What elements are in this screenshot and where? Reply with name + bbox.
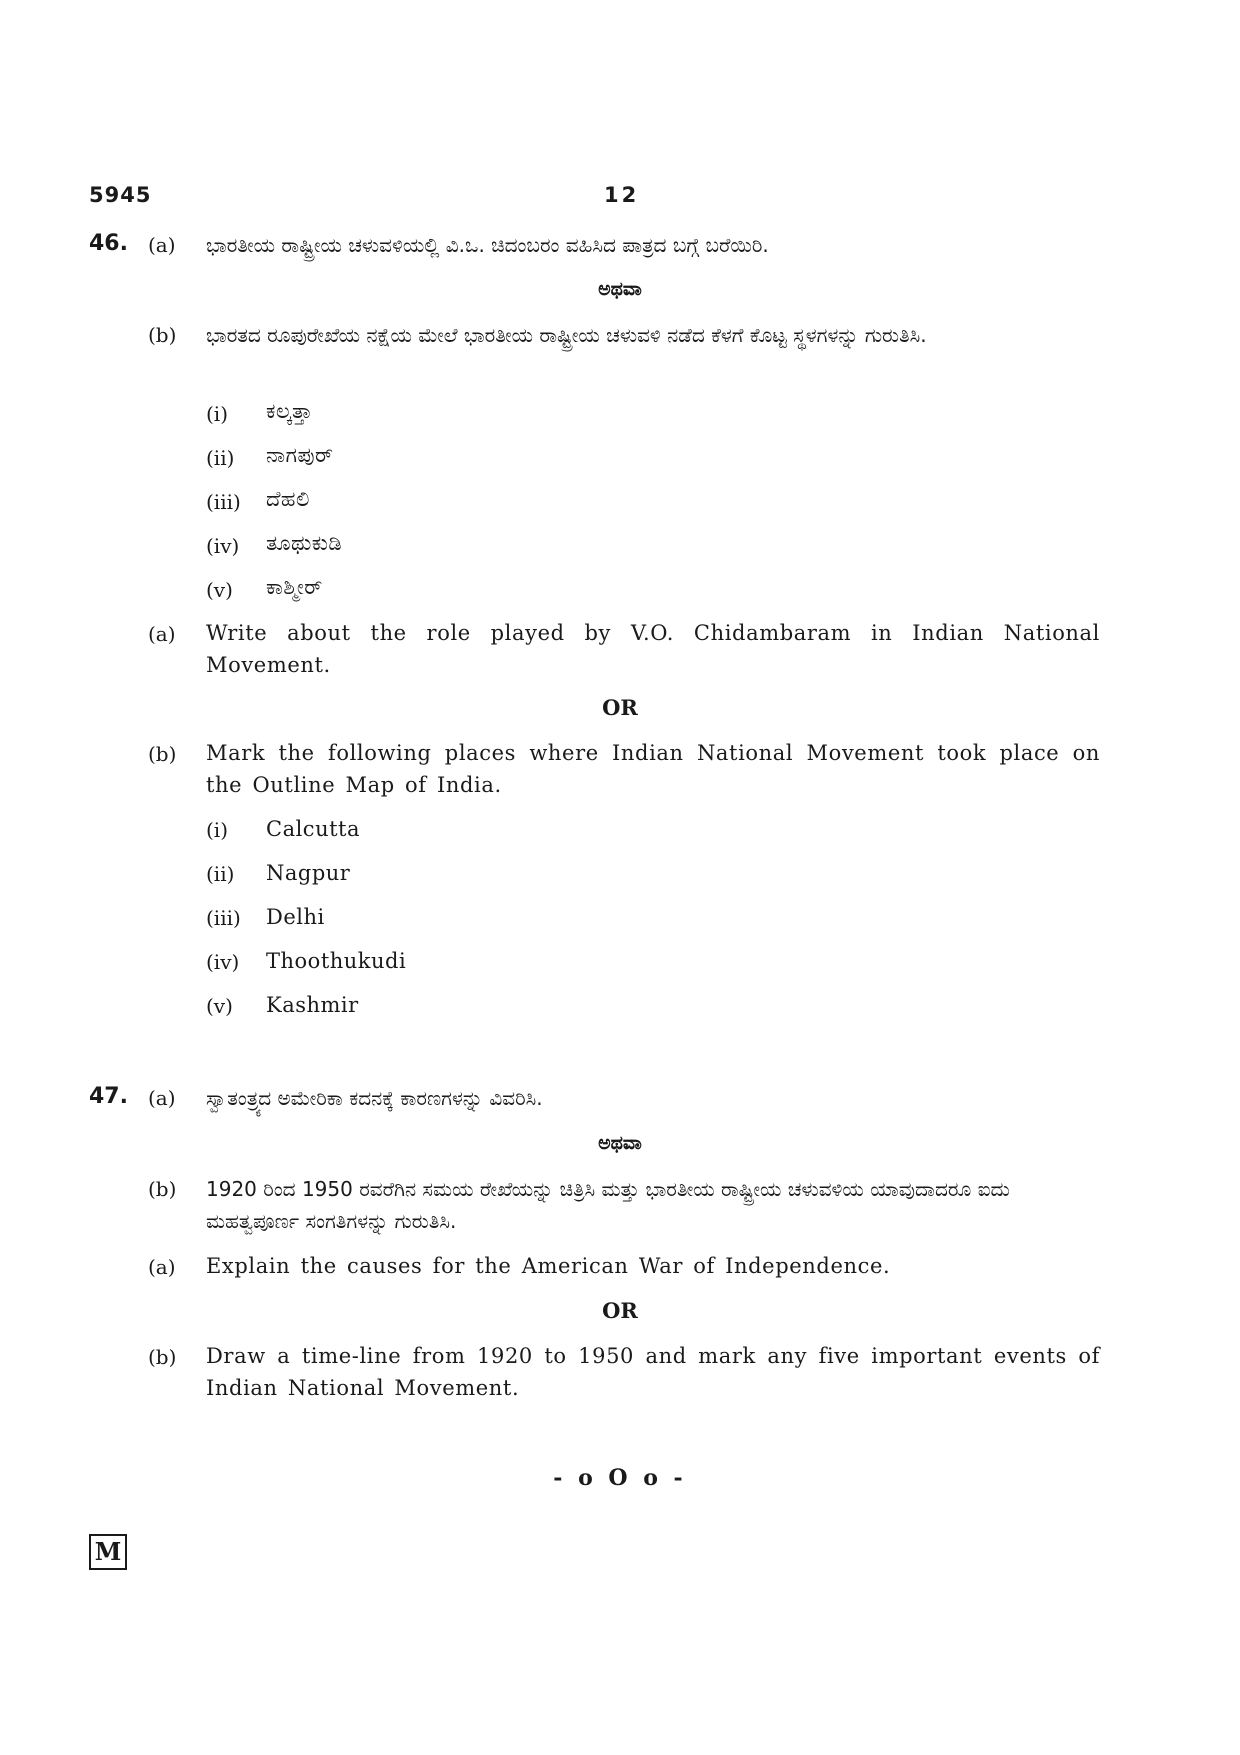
q46-en-place-label: (iv) [206,950,240,974]
q46-en-place-label: (ii) [206,862,235,886]
q47-en-b-text: Draw a time-line from 1920 to 1950 and mark any five important events of Indian National Movement. [206,1344,1100,1400]
q46-kn-or: ಅಥವಾ [598,278,642,300]
end-of-paper-mark: - o O o - [553,1465,687,1491]
q47-en-a-text: Explain the causes for the American War of Independence. [206,1254,891,1278]
q46-en-place: Calcutta [266,817,360,841]
q46-kn-place: ನಾಗಪುರ್ [266,443,334,467]
q47-en-b-label: (b) [148,1345,177,1369]
page-number: 12 [604,183,640,207]
q46-en-place-label: (iii) [206,906,241,930]
q46-en-place-label: (i) [206,818,229,842]
q47-en-a-label: (a) [148,1255,176,1279]
paper-code: 5945 [89,183,152,207]
q47-kn-a-label: (a) [148,1086,176,1110]
q46-kn-place-label: (i) [206,402,229,426]
q46-en-b-label: (b) [148,742,177,766]
q46-kn-place: ದೆಹಲಿ [266,487,310,511]
q46-en-or: OR [602,695,638,720]
q46-kn-place: ಕಲ್ಕತ್ತಾ [266,399,313,423]
q46-kn-place: ಕಾಶ್ಮೀರ್ [266,575,323,599]
q46-en-a-text: Write about the role played by V.O. Chidambaram in Indian National Movement. [206,621,1100,677]
q46-kn-a-label: (a) [148,233,176,257]
q47-kn-or: ಅಥವಾ [598,1132,642,1154]
q46-kn-place-label: (iv) [206,534,240,558]
q46-en-place-label: (v) [206,994,233,1018]
q46-en-place: Nagpur [266,861,351,885]
q46-kn-place-label: (ii) [206,446,235,470]
q47-kn-a-text: ಸ್ವಾತಂತ್ರ್ಯದ ಅಮೇರಿಕಾ ಕದನಕ್ಕೆ ಕಾರಣಗಳನ್ನು ವಿವರಿಸಿ. [206,1086,543,1110]
q46-en-place: Thoothukudi [266,949,407,973]
q46-kn-place-label: (v) [206,578,233,602]
q46-kn-b-text: ಭಾರತದ ರೂಪುರೇಖೆಯ ನಕ್ಷೆಯ ಮೇಲೆ ಭಾರತೀಯ ರಾಷ್ಟ್ರೀಯ ಚಳುವಳಿ ನಡೆದ ಕೆಳಗೆ ಕೊಟ್ಟ ಸ್ಥಳಗಳನ್ನು ಗುರುತಿಸಿ. [206,323,927,347]
q46-en-place: Kashmir [266,993,359,1017]
q46-en-b-text: Mark the following places where Indian National Movement took place on the Outline Map of India. [206,741,1100,797]
q46-en-a-label: (a) [148,622,176,646]
q46-kn-place-label: (iii) [206,490,241,514]
q46-kn-place: ತೂಥುಕುಡಿ [266,531,343,555]
q46-en-place: Delhi [266,905,325,929]
q47-en-or: OR [602,1298,638,1323]
q47-kn-b-label: (b) [148,1177,177,1201]
medium-mark-box: M [89,1534,127,1570]
q46-kn-b-label: (b) [148,323,177,347]
question-47-number: 47. [89,1084,128,1109]
q47-kn-b-text: 1920 ರಿಂದ 1950 ರವರೆಗಿನ ಸಮಯ ರೇಖೆಯನ್ನು ಚಿತ್ರಿಸಿ ಮತ್ತು ಭಾರತೀಯ ರಾಷ್ಟ್ರೀಯ ಚಳುವಳಿಯ ಯಾವುದಾದರೂ ಐದು ಮಹತ್ವಪೂರ್ಣ ಸಂಗತಿಗಳನ್ನು ಗುರುತಿಸಿ. [206,1177,1010,1233]
q46-kn-a-text: ಭಾರತೀಯ ರಾಷ್ಟ್ರೀಯ ಚಳುವಳಿಯಲ್ಲಿ ವಿ.ಒ. ಚಿದಂಬರಂ ವಹಿಸಿದ ಪಾತ್ರದ ಬಗ್ಗೆ ಬರೆಯಿರಿ. [206,233,769,257]
question-46-number: 46. [89,231,128,256]
